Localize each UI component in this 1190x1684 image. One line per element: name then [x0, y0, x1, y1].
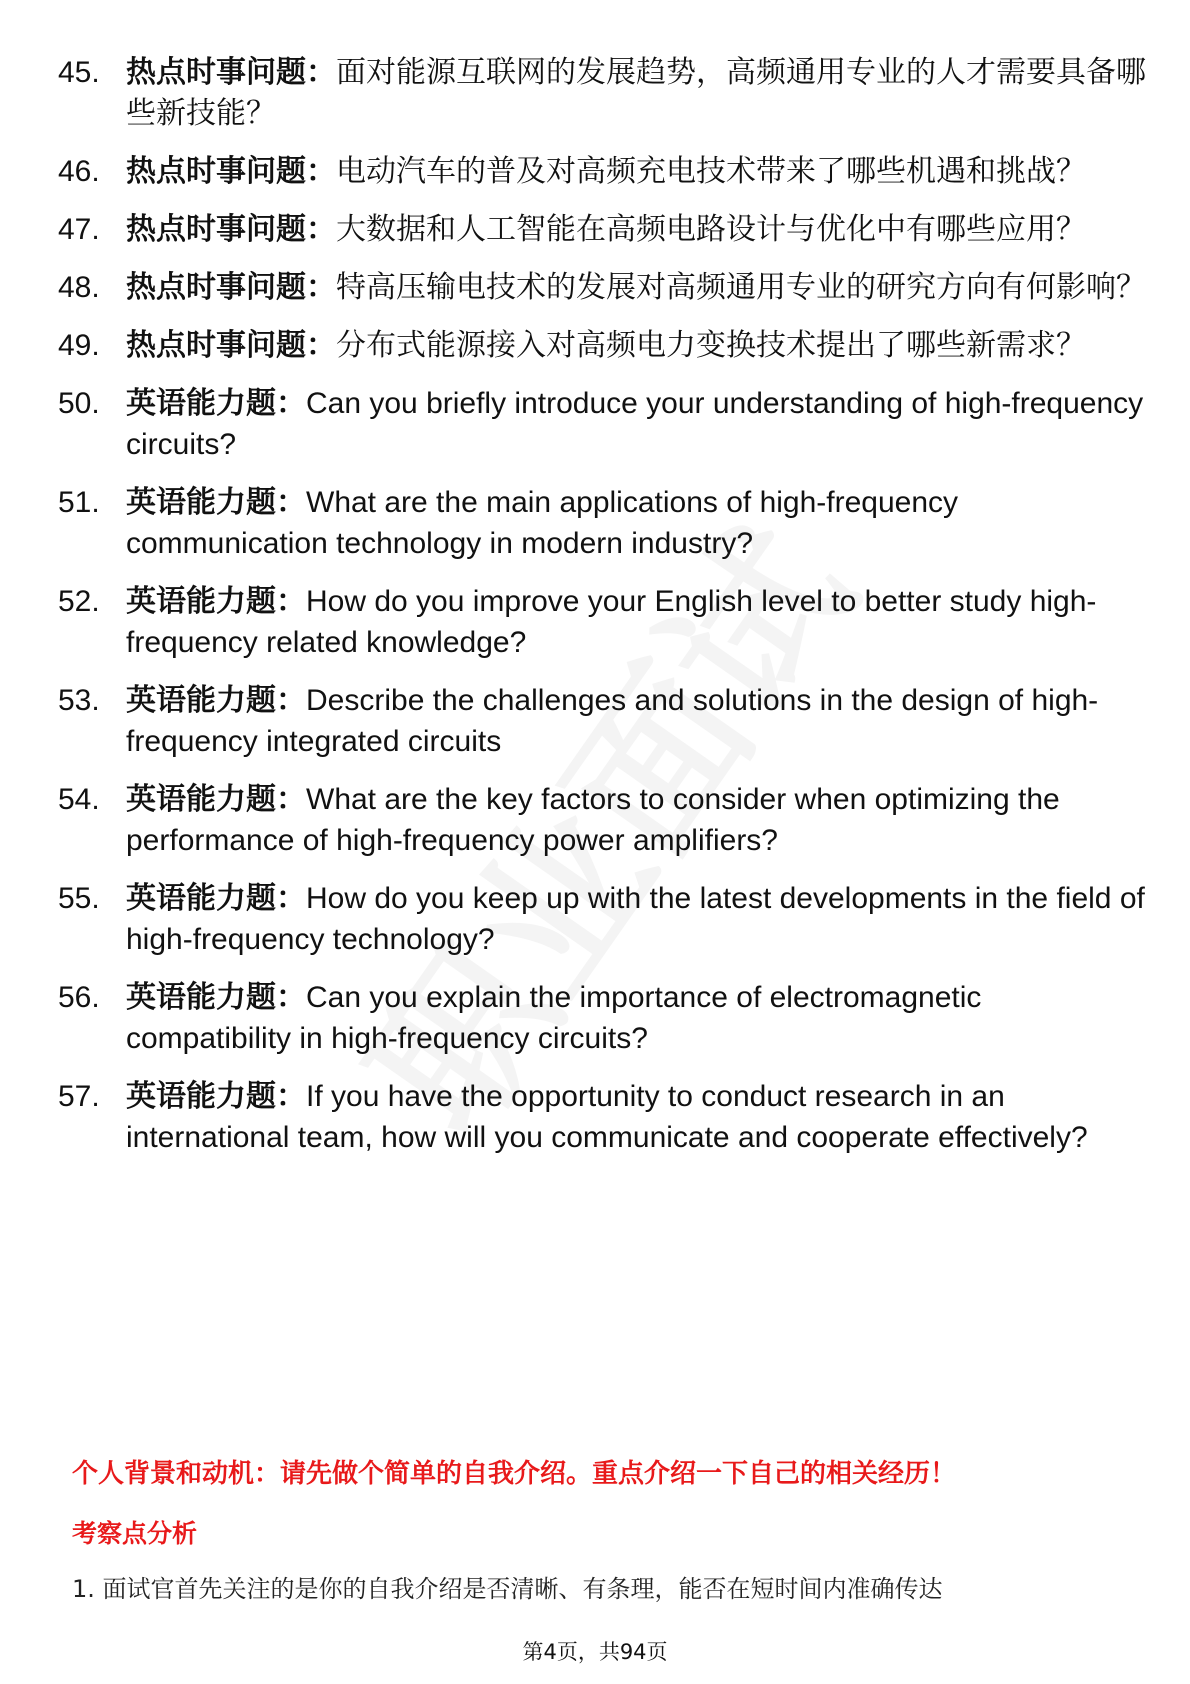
- question-number: 51.: [58, 486, 100, 519]
- question-number: 45.: [58, 56, 100, 89]
- question-number: 56.: [58, 981, 100, 1014]
- question-text: If you have the opportunity to conduct research in an international team, how will you communicate and cooperate effectively?: [126, 1080, 1088, 1154]
- question-number: 50.: [58, 387, 100, 420]
- question-item: [58, 1076, 1148, 1158]
- question-number: 52.: [58, 585, 100, 618]
- question-category: 英语能力题：: [126, 782, 306, 817]
- question-item: [58, 878, 1148, 960]
- question-category: 英语能力题：: [126, 980, 306, 1015]
- question-category: 英语能力题：: [126, 485, 306, 520]
- question-number: 49.: [58, 329, 100, 362]
- question-item: [58, 482, 1148, 564]
- question-category: 英语能力题：: [126, 584, 306, 619]
- question-text: Can you explain the importance of electromagnetic compatibility in high-frequency circuits?: [126, 981, 982, 1055]
- question-text: How do you improve your English level to better study high-frequency related knowledge?: [126, 585, 1097, 659]
- question-number: 53.: [58, 684, 100, 717]
- question-number: 55.: [58, 882, 100, 915]
- question-category: 热点时事问题：: [126, 328, 336, 363]
- question-text: What are the main applications of high-frequency communication technology in modern industry?: [126, 486, 959, 560]
- question-text: 大数据和人工智能在高频电路设计与优化中有哪些应用？: [336, 212, 1086, 247]
- question-item: [58, 151, 1148, 192]
- question-category: 热点时事问题：: [126, 55, 336, 90]
- question-category: 热点时事问题：: [126, 154, 336, 189]
- question-item: [58, 325, 1148, 366]
- page-number: 第4页，共94页: [522, 1640, 668, 1664]
- question-text: 分布式能源接入对高频电力变换技术提出了哪些新需求？: [336, 328, 1086, 363]
- question-number: 47.: [58, 213, 100, 246]
- analysis-point: 1. 面试官首先关注的是你的自我介绍是否清晰、有条理，能否在短时间内准确传达: [72, 1575, 943, 1603]
- question-text: 电动汽车的普及对高频充电技术带来了哪些机遇和挑战？: [336, 154, 1086, 189]
- question-item: [58, 779, 1148, 861]
- question-text: 特高压输电技术的发展对高频通用专业的研究方向有何影响？: [336, 270, 1146, 305]
- question-category: 英语能力题：: [126, 881, 306, 916]
- question-item: [58, 680, 1148, 762]
- question-number: 46.: [58, 155, 100, 188]
- question-item: [58, 267, 1148, 308]
- question-item: [58, 383, 1148, 465]
- question-item: [58, 581, 1148, 663]
- question-number: 57.: [58, 1080, 100, 1113]
- question-text: Can you briefly introduce your understanding of high-frequency circuits?: [126, 387, 1144, 461]
- question-category: 热点时事问题：: [126, 270, 336, 305]
- question-text: Describe the challenges and solutions in the design of high-frequency integrated circuits: [126, 684, 1099, 758]
- question-text: What are the key factors to consider when optimizing the performance of high-frequency power amplifiers?: [126, 783, 1060, 857]
- question-list: [58, 52, 1148, 1175]
- question-category: 英语能力题：: [126, 386, 306, 421]
- question-number: 54.: [58, 783, 100, 816]
- question-item: [58, 209, 1148, 250]
- question-category: 英语能力题：: [126, 683, 306, 718]
- section-heading: 个人背景和动机：请先做个简单的自我介绍。重点介绍一下自己的相关经历！: [72, 1459, 957, 1489]
- analysis-heading: 考察点分析: [72, 1519, 198, 1548]
- question-number: 48.: [58, 271, 100, 304]
- question-item: [58, 52, 1148, 134]
- question-text: How do you keep up with the latest developments in the field of high-frequency technology?: [126, 882, 1145, 956]
- question-item: [58, 977, 1148, 1059]
- question-category: 热点时事问题：: [126, 212, 336, 247]
- question-text: 面对能源互联网的发展趋势，高频通用专业的人才需要具备哪些新技能？: [126, 55, 1146, 131]
- question-category: 英语能力题：: [126, 1079, 306, 1114]
